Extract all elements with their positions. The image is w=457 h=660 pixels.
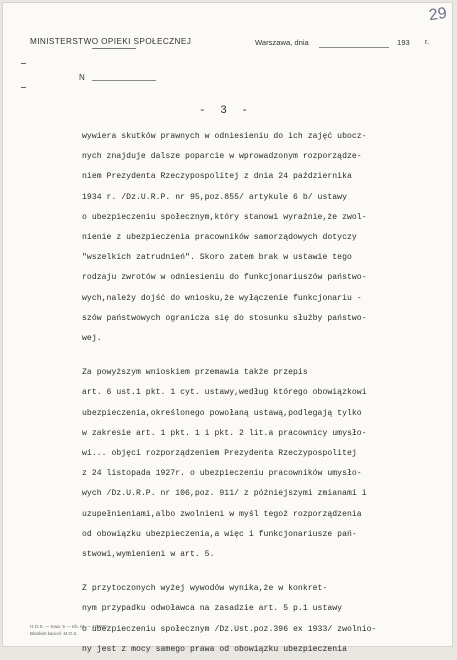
text-line: rodzaju zwrotów w odniesieniu do funkcjonariuszów państwo- — [82, 273, 367, 283]
text-line: nym przypadku odwoławca na zasadzie art. 5 p.1 ustawy — [82, 604, 343, 614]
text-line: z 24 listopada 1927r. o ubezpieczeniu pracowników umysło- — [82, 469, 362, 479]
text-line: "wszelkich zatrudnień". Skoro zatem brak w ustawie tego — [82, 253, 352, 263]
text-line: stwowi,wymienieni w art. 5. — [82, 550, 215, 560]
text-line: ubezpieczenia,określonego powołaną ustawą,podlegają tylko — [82, 408, 362, 418]
margin-mark — [21, 87, 26, 88]
text-line: art. 6 ust.1 pkt. 1 cyt. ustawy,według którego obowiązkowi — [82, 388, 367, 398]
text-line: Za powyższym wnioskiem przemawia także przepis — [82, 368, 308, 378]
footer-form-name: Blankiet kancel. M.O.S. — [30, 631, 78, 636]
year-suffix: r. — [425, 39, 429, 46]
margin-mark — [21, 63, 26, 64]
text-line: uzupełnieniami,albo zwolnieni w myśl tegoż rozporządzenia — [82, 509, 362, 519]
number-blank-line — [92, 80, 156, 81]
paragraph-gap — [82, 349, 432, 363]
text-line: szów państwowych ogranicza się do stosunku służby państwo- — [82, 313, 367, 323]
text-line: od obowiązku ubezpieczenia,a więc i funkcjonariusze pań- — [82, 529, 357, 539]
footer-print-code: H.O.S. — Kwa. 5 — Kb. M. — 10.000 — [30, 624, 107, 629]
city-date-label: Warszawa, dnia — [255, 38, 309, 47]
form-footer — [30, 623, 107, 637]
number-label: N — [79, 73, 85, 82]
text-line: nych znajduje dalsze poparcie w wprowadzonym rozporządze- — [82, 152, 362, 162]
letter-body — [82, 127, 432, 660]
page-number: - 3 - — [199, 105, 253, 117]
text-line: wi... objęci rozporządzeniem Prezydenta Rzeczypospolitej — [82, 449, 357, 459]
text-line: niem Prezydenta Rzeczypospolitej z dnia 24 października — [82, 172, 352, 182]
text-line: o ubezpieczeniu społecznym,który stanowi wyraźnie,że zwol- — [82, 212, 367, 222]
text-line: nienie z ubezpieczenia pracowników samorządowych dotyczy — [82, 233, 357, 243]
paragraph-gap — [82, 565, 432, 579]
archive-page-number: 29 — [427, 4, 448, 25]
year-label: 193 — [397, 38, 410, 47]
text-line: ny jest z mocy samego prawa od obowiązku ubezpieczenia — [82, 644, 347, 654]
text-line: wych /Dz.U.R.P. nr 106,poz. 911/ z późniejszymi zmianami i — [82, 489, 367, 499]
date-blank-line — [319, 47, 389, 48]
text-line: wych,należy dojść do wniosku,że wyłączenie funkcjonariu - — [82, 293, 362, 303]
document-page — [2, 2, 453, 654]
text-line: wywiera skutków prawnych w odniesieniu do ich zajęć ubocz- — [82, 132, 367, 141]
ministry-header — [30, 37, 191, 46]
text-line: 1934 r. /Dz.U.R.P. nr 95,poz.855/ artykule 6 b/ ustawy — [82, 192, 347, 202]
text-line: Z przytoczonych wyżej wywodów wynika,że w konkret- — [82, 584, 328, 594]
text-line: wej. — [82, 334, 102, 344]
ministry-name: MINISTERSTWO OPIEKI SPOŁECZNEJ — [30, 37, 192, 46]
text-line: o ubezpieczeniu społecznym /Dz.Ust.poz.396 ex 1933/ zwolnio- — [82, 624, 377, 634]
ministry-underline — [92, 48, 136, 49]
text-line: w zakresie art. 1 pkt. 1 i pkt. 2 lit.a pracownicy umysło- — [82, 428, 367, 438]
